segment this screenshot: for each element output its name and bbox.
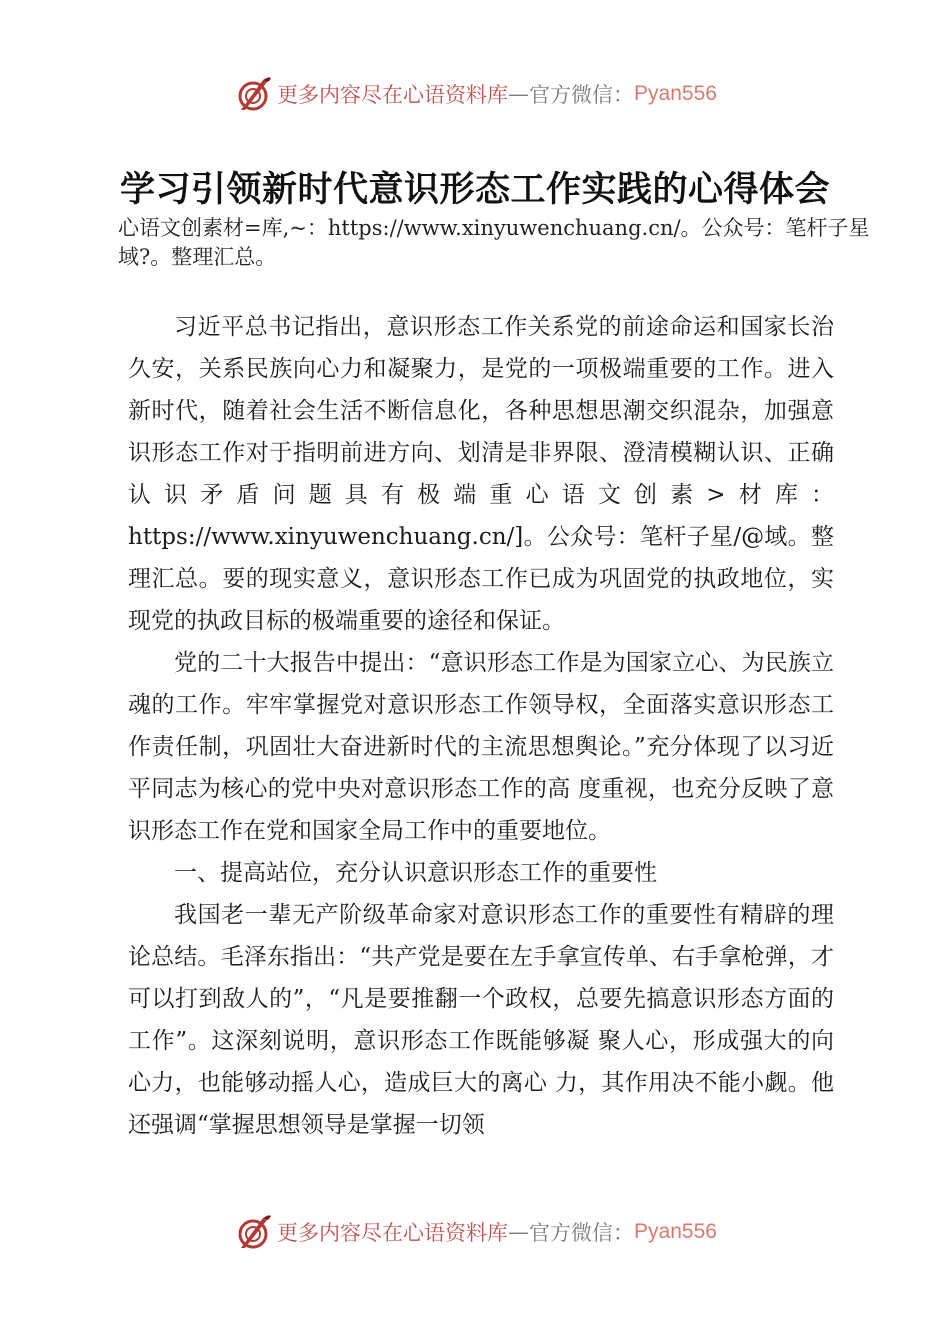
quill-seal-icon	[233, 74, 273, 114]
banner-separator: —	[508, 82, 530, 106]
body-paragraph: 我国老一辈无产阶级革命家对意识形态工作的重要性有精辟的理论总结。毛泽东指出：“共产党是要在左手拿宣传单、右手拿枪弹，才可以打到敌人的”，“凡是要推翻一个政权，总要先搞意识形态方面的工作”。这深刻说明，意识形态工作既能够凝 聚人心，形成强大的向心力，也能够动摇人心，造成巨大的离心 力，其作用决不能小觑。他还强调“掌握思想领导是掌握一切领	[128, 902, 834, 1138]
section-heading: 一、提高站位，充分认识意识形态工作的重要性	[174, 860, 657, 886]
source-note: 心语文创素材=库,~：https://www.xinyuwenchuang.cn/。公众号：笔杆子星域?。整理汇总。	[118, 216, 870, 269]
banner-separator: —	[508, 1220, 530, 1244]
document-body	[128, 306, 834, 1146]
body-paragraph: 党的二十大报告中提出：“意识形态工作是为国家立心、为民族立魂的工作。牢牢掌握党对意识形态工作领导权，全面落实意识形态工作责任制，巩固壮大奋进新时代的主流思想舆论。”充分体现了以习近平同志为核心的党中央对意识形态工作的高 度重视，也充分反映了意识形态工作在党和国家全局工作中的重要地位。	[128, 650, 834, 844]
banner-wechat-id: Pyan556	[634, 1220, 717, 1243]
body-paragraph: 习近平总书记指出，意识形态工作关系党的前途命运和国家长治久安，关系民族向心力和凝聚力，是党的一项极端重要的工作。进入新时代，随着社会生活不断信息化，各种思想思潮交织混杂，加强意识形态工作对于指明前进方向、划清是非界限、澄清模糊认识、正确认识矛盾问题具有极端重心语文创素>材库：https://www.xinyuwenchuang.cn/]。公众号：笔杆子星/@域。整理汇总。要的现实意义，意识形态工作已成为巩固党的执政地位，实现党的执政目标的极端重要的途径和保证。	[128, 314, 834, 634]
header-banner	[0, 72, 950, 116]
quill-seal-icon	[233, 1212, 273, 1252]
banner-wechat-label: 官方微信：	[529, 83, 635, 107]
banner-wechat-label: 官方微信：	[529, 1221, 635, 1245]
banner-wechat-id: Pyan556	[634, 82, 717, 105]
document-title: 学习引领新时代意识形态工作实践的心得体会	[119, 169, 830, 210]
footer-banner	[0, 1210, 950, 1254]
banner-brand-text: 更多内容尽在心语资料库	[277, 1221, 509, 1245]
banner-brand-text: 更多内容尽在心语资料库	[277, 83, 509, 107]
